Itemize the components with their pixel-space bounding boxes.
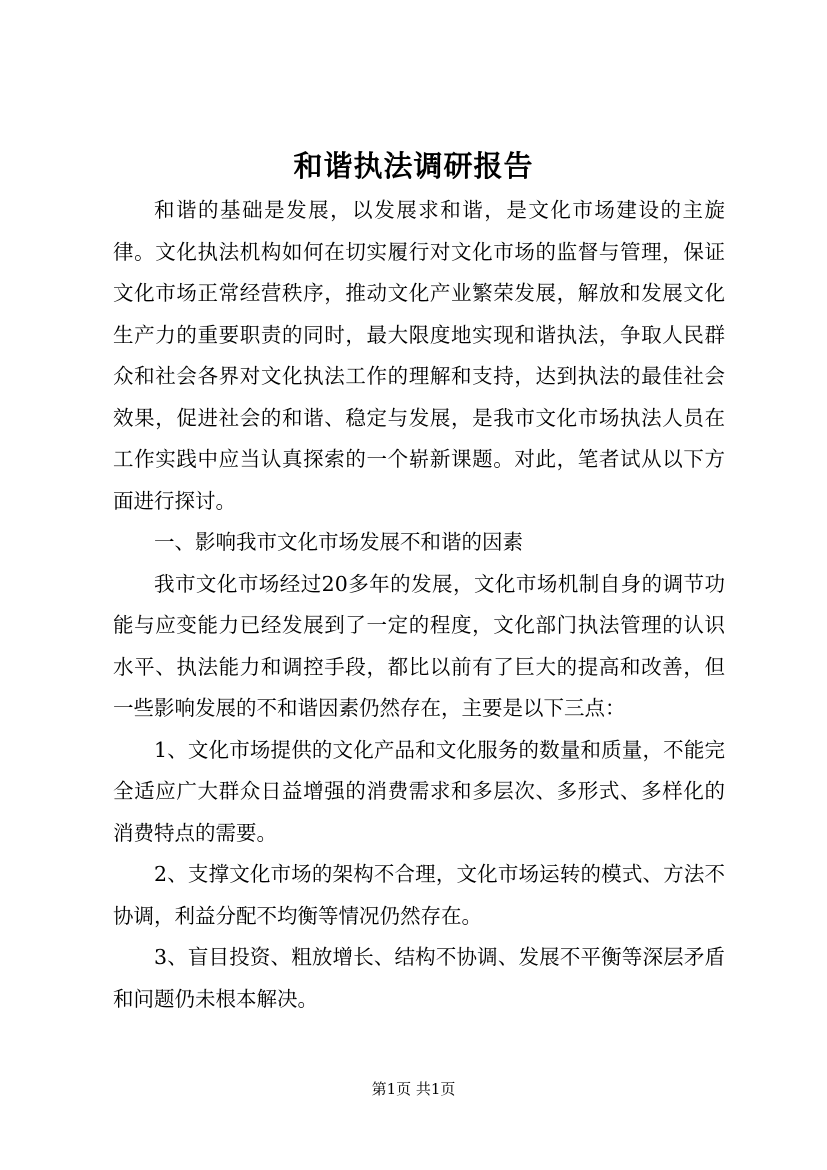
document-body: [113, 190, 725, 1020]
page-number-footer: 第1页 共1页: [371, 1080, 456, 1098]
list-item-2: 2、支撑文化市场的架构不合理，文化市场运转的模式、方法不协调，利益分配不均衡等情况仍然存在。: [113, 862, 725, 928]
paragraph-section-1: 我市文化市场经过20多年的发展，文化市场机制自身的调节功能与应变能力已经发展到了一定的程度，文化部门执法管理的认识水平、执法能力和调控手段，都比以前有了巨大的提高和改善，但一些影响发展的不和谐因素仍然存在，主要是以下三点：: [113, 571, 725, 720]
list-item-1: 1、文化市场提供的文化产品和文化服务的数量和质量，不能完全适应广大群众日益增强的消费需求和多层次、多形式、多样化的消费特点的需要。: [113, 737, 725, 845]
document-title: 和谐执法调研报告: [293, 149, 534, 183]
list-item-3: 3、盲目投资、粗放增长、结构不协调、发展不平衡等深层矛盾和问题仍未根本解决。: [113, 945, 725, 1011]
section-heading-1: 一、影响我市文化市场发展不和谐的因素: [154, 530, 523, 554]
paragraph-intro: 和谐的基础是发展，以发展求和谐，是文化市场建设的主旋律。文化执法机构如何在切实履行对文化市场的监督与管理，保证文化市场正常经营秩序，推动文化产业繁荣发展，解放和发展文化生产力的重要职责的同时，最大限度地实现和谐执法，争取人民群众和社会各界对文化执法工作的理解和支持，达到执法的最佳社会效果，促进社会的和谐、稳定与发展，是我市文化市场执法人员在工作实践中应当认真探索的一个崭新课题。对此，笔者试从以下方面进行探讨。: [113, 198, 725, 513]
